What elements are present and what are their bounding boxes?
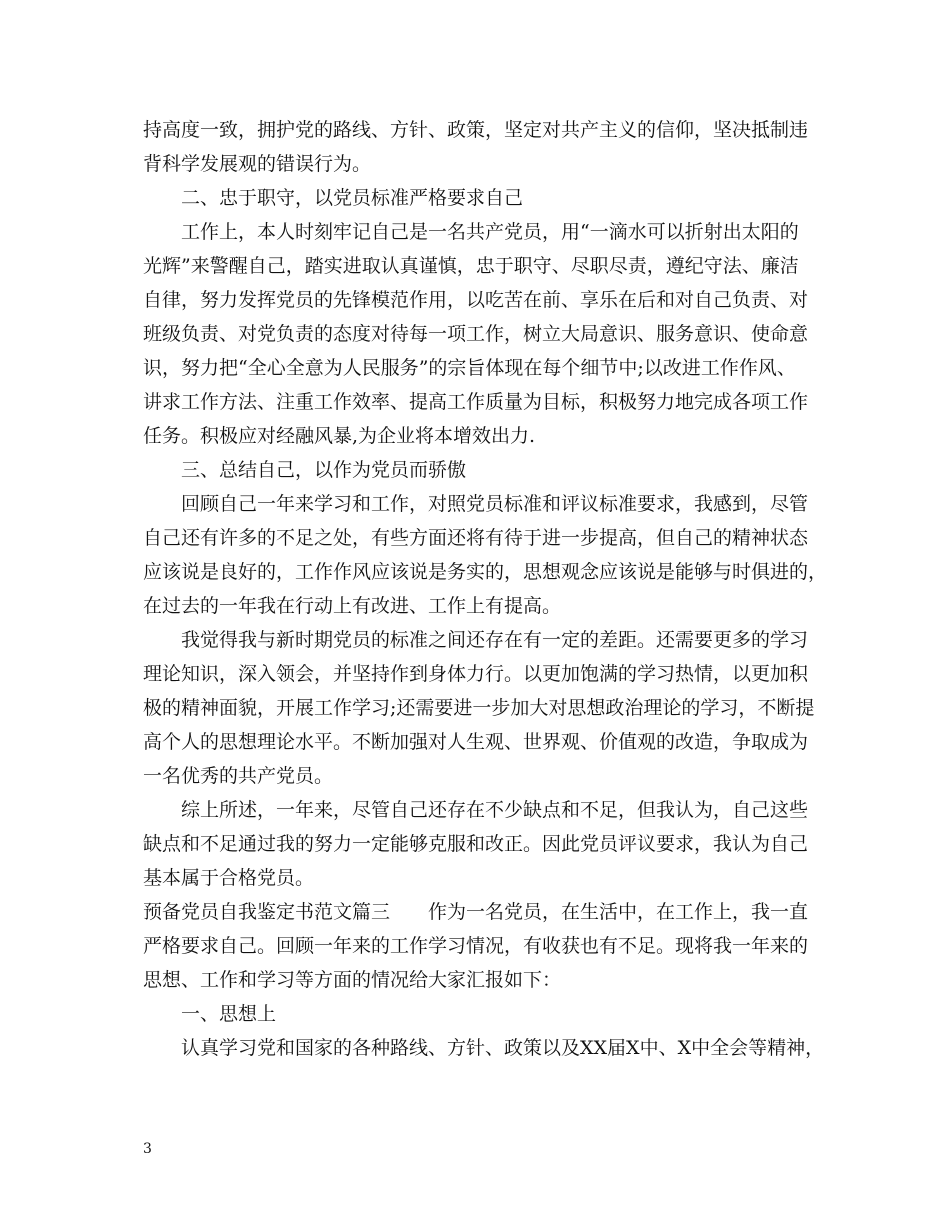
text-line: 回顾自己一年来学习和工作，对照党员标准和评议标准要求，我感到，尽管 xyxy=(181,493,809,515)
text-line: 综上所述，一年来，尽管自己还存在不少缺点和不足，但我认为，自己这些 xyxy=(181,799,809,821)
text-line: 持高度一致，拥护党的路线、方针、政策，坚定对共产主义的信仰，坚决抵制违 xyxy=(143,119,809,141)
body-text xyxy=(143,113,828,1065)
text-line: 缺点和不足通过我的努力一定能够克服和改正。因此党员评议要求，我认为自己 xyxy=(143,833,809,855)
section-heading: 三、总结自己，以作为党员而骄傲 xyxy=(181,459,467,481)
text-line: 我觉得我与新时期党员的标准之间还存在有一定的差距。还需要更多的学习 xyxy=(181,629,809,651)
text-line: 讲求工作方法、注重工作效率、提高工作质量为目标，积极努力地完成各项工作 xyxy=(143,391,809,413)
text-line: 光辉”来警醒自己，踏实进取认真谨慎，忠于职守、尽职尽责，遵纪守法、廉洁 xyxy=(143,255,799,277)
text-line: 思想、工作和学习等方面的情况给大家汇报如下： xyxy=(143,969,562,991)
article-intro: 作为一名党员，在生活中，在工作上，我一直 xyxy=(428,901,809,923)
text-line: 识，努力把“全心全意为人民服务”的宗旨体现在每个细节中;以改进工作作风、 xyxy=(143,357,796,379)
section-heading: 二、忠于职守，以党员标准严格要求自己 xyxy=(181,187,524,209)
page-number: 3 xyxy=(143,1141,152,1157)
text-line: 理论知识，深入领会，并坚持作到身体力行。以更加饱满的学习热情，以更加积 xyxy=(143,663,809,685)
text-line: 应该说是良好的，工作作风应该说是务实的，思想观念应该说是能够与时俱进的， xyxy=(143,561,828,583)
text-line: 基本属于合格党员。 xyxy=(143,867,315,889)
text-line: 班级负责、对党负责的态度对待每一项工作，树立大局意识、服务意识、使命意 xyxy=(143,323,809,345)
text-line: 严格要求自己。回顾一年来的工作学习情况，有收获也有不足。现将我一年来的 xyxy=(143,935,809,957)
section-heading: 一、思想上 xyxy=(181,1003,277,1025)
text-line: 背科学发展观的错误行为。 xyxy=(143,153,372,175)
text-line: 自律，努力发挥党员的先锋模范作用，以吃苦在前、享乐在后和对自己负责、对 xyxy=(143,289,809,311)
text-line: 极的精神面貌，开展工作学习;还需要进一步加大对思想政治理论的学习，不断提 xyxy=(143,697,815,719)
article-heading-line xyxy=(143,895,823,929)
text-line: 在过去的一年我在行动上有改进、工作上有提高。 xyxy=(143,595,562,617)
text-line: 认真学习党和国家的各种路线、方针、政策以及XX届X中、X中全会等精神， xyxy=(181,1037,825,1059)
text-line: 自己还有许多的不足之处，有些方面还将有待于进一步提高，但自己的精神状态 xyxy=(143,527,809,549)
article-title: 预备党员自我鉴定书范文篇三 xyxy=(143,901,391,923)
text-line: 工作上，本人时刻牢记自己是一名共产党员，用“一滴水可以折射出太阳的 xyxy=(181,221,799,243)
text-line: 高个人的思想理论水平。不断加强对人生观、世界观、价值观的改造，争取成为 xyxy=(143,731,809,753)
text-line: 任务。积极应对经融风暴,为企业将本增效出力. xyxy=(143,425,536,447)
text-line: 一名优秀的共产党员。 xyxy=(143,765,334,787)
